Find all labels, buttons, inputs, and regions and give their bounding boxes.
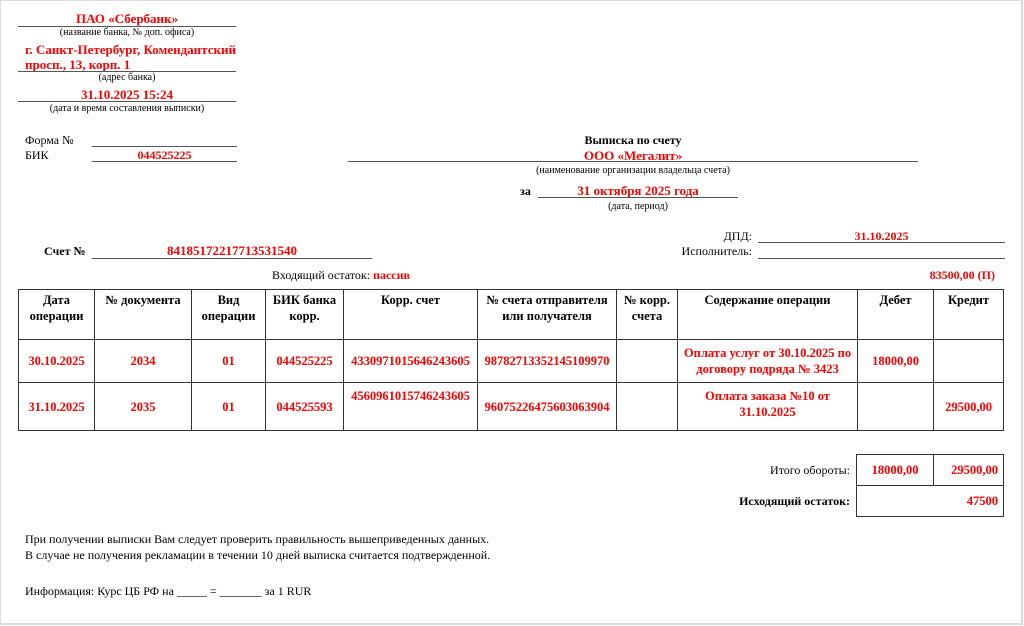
cell-type: 01 [192,383,266,431]
footer-note-line2: В случае не получения рекламации в течении 10 дней выписка считается подтвержденной. [25,548,491,562]
col-header-bik: БИК банка корр. [266,290,344,340]
account-label: Счет № [44,244,86,258]
cell-description: Оплата заказа №10 от 31.10.2025 [678,383,858,431]
bik-value: 044525225 [137,148,192,162]
statement-datetime: 31.10.2025 15:24 [80,87,174,102]
turnover-label: Итого обороты: [770,463,850,477]
period-rule [538,197,738,198]
datetime-caption: (дата и время составления выписки) [49,103,205,114]
bik-rule [92,161,237,162]
footer-note-line1: При получении выписки Вам следует проверить правильность вышеприведенных данных. [25,532,490,546]
closing-balance-value: 47500 [857,486,1004,517]
col-header-account: № счета отправителя или получателя [478,290,617,340]
opening-balance-label: Входящий остаток: [272,268,371,282]
cell-date: 30.10.2025 [19,340,95,383]
cell-type: 01 [192,340,266,383]
account-owner: ООО «Мегалит» [583,148,683,163]
col-header-credit: Кредит [934,290,1004,340]
col-header-corr-account: № корр. счета [617,290,678,340]
dpd-value: 31.10.2025 [854,229,909,243]
opening-balance [272,268,410,283]
period-prefix: за [520,184,531,198]
cell-credit [934,340,1004,383]
col-header-type: Вид операции [192,290,266,340]
opening-balance-amount: 83500,00 (П) [929,268,995,282]
dpd-label: ДПД: [723,229,752,243]
cell-corr: 43309710156462436​05 [344,340,478,383]
period-caption: (дата, период) [608,201,668,212]
bank-address-line1: г. Санкт-Петербург, Комендантский [25,42,236,57]
table-row [19,383,1004,431]
statement-title: Выписка по счету [584,133,682,147]
cell-doc: 2034 [95,340,192,383]
cell-debit: 18000,00 [858,340,934,383]
col-header-date: Дата операции [19,290,95,340]
bank-name-caption: (название банка, № доп. офиса) [59,27,195,38]
cell-account: 98782713352145109970 [478,340,617,383]
col-header-description: Содержание операции [678,290,858,340]
turnover-credit: 29500,00 [934,455,1004,486]
bank-address-line2: просп., 13, корп. 1 [25,57,131,72]
closing-balance-label: Исходящий остаток: [739,494,850,508]
bank-address [25,42,255,72]
statement-table [18,289,1004,431]
bik-label: БИК [25,148,49,162]
cell-bik: 044525593 [266,383,344,431]
cell-account: 96075226475603063904 [478,383,617,431]
owner-rule [348,161,918,162]
account-rule [92,258,372,259]
cell-bik: 044525225 [266,340,344,383]
statement-period: 31 октября 2025 года [577,183,699,198]
form-label: Форма № [25,133,74,147]
totals-table [856,454,1004,517]
cell-corr: 45609610157462436​05 [344,383,478,431]
datetime-rule [18,101,236,102]
col-header-doc: № документа [95,290,192,340]
footer-note [25,531,490,563]
bank-address-caption: (адрес банка) [98,72,156,83]
table-header-row [19,290,1004,340]
table-row [19,340,1004,383]
cell-corr-account [617,383,678,431]
owner-caption: (наименование организации владельца счета) [536,165,730,176]
cell-debit [858,383,934,431]
executor-rule [758,258,1005,259]
col-header-debit: Дебет [858,290,934,340]
cell-description: Оплата услуг от 30.10.2025 по договору подряда № 3423 [678,340,858,383]
form-rule [92,146,237,147]
executor-label: Исполнитель: [681,244,752,258]
dpd-rule [758,242,1005,243]
turnover-row [857,455,1004,486]
turnover-debit: 18000,00 [857,455,934,486]
cell-date: 31.10.2025 [19,383,95,431]
cell-credit: 29500,00 [934,383,1004,431]
exchange-rate-info: Информация: Курс ЦБ РФ на _____ = _______ за 1 RUR [25,584,312,598]
closing-row [857,486,1004,517]
cell-corr-account [617,340,678,383]
cell-doc: 2035 [95,383,192,431]
opening-balance-type: пассив [373,268,411,282]
col-header-corr: Корр. счет [344,290,478,340]
bank-name: ПАО «Сбербанк» [75,11,179,26]
account-number: 84185172217713531540 [167,243,297,258]
